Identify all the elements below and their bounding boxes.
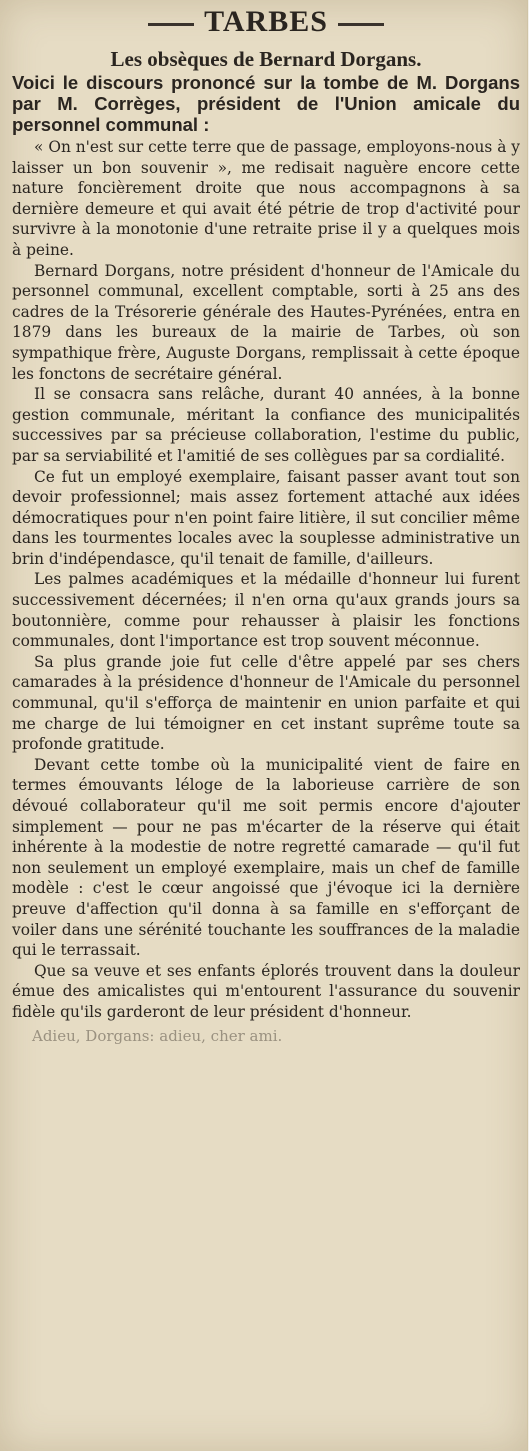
article — [10, 0, 522, 1045]
paragraph: « On n'est sur cette terre que de passage, employons-nous à y laisser un bon souvenir », me redisait naguère encore cette nature foncièrement droite que nous accompagnons à sa dernière demeure et qui avait été pétrie de trop d'activité pour survivre à la monotonie d'une retraite prise il y a quelques mois à peine. — [12, 138, 520, 259]
right-rule — [338, 23, 384, 26]
paragraph: Que sa veuve et ses enfants éplorés trouvent dans la douleur émue des amicalistes qui m'entourent l'assurance du souvenir fidèle qu'ils garderont de leur président d'honneur. — [12, 961, 520, 1021]
paragraph: Bernard Dorgans, notre président d'honneur de l'Amicale du personnel communal, excellent comptable, sorti à 25 ans des cadres de la Trésorerie générale des Hautes-Pyrénées, entra en 1879 dans les bureaux de la mairie de Tarbes, où son sympathique frère, Auguste Dorgans, remplissait à cette époque les fonctons de secrétaire général. — [12, 261, 520, 383]
article-body — [10, 137, 522, 1023]
section-header — [10, 0, 522, 44]
closing-line: Adieu, Dorgans: adieu, cher ami. — [32, 1026, 283, 1045]
article-headline: Les obsèques de Bernard Dorgans. — [110, 47, 422, 71]
article-intro: Voici le discours prononcé sur la tombe de M. Dorgans par M. Corrèges, président de l'Union amicale du personnel communal : — [12, 72, 520, 135]
paragraph: Sa plus grande joie fut celle d'être appelé par ses chers camarades à la présidence d'honneur de l'Amicale du personnel communal, qu'il s'efforça de maintenir en union parfaite et qui me charge de lui témoigner en cet instant suprême toute sa profonde gratitude. — [12, 652, 520, 754]
left-rule — [148, 23, 194, 26]
paragraph: Il se consacra sans relâche, durant 40 années, à la bonne gestion communale, méritant la confiance des municipalités successives par sa précieuse collaboration, l'estime du public, par sa serviabilité et l'amitié de ses collègues par sa cordialité. — [12, 385, 520, 465]
section-title: TARBES — [204, 5, 328, 38]
paragraph: Ce fut un employé exemplaire, faisant passer avant tout son devoir professionnel; mais assez fortement attaché aux idées démocratiques pour n'en point faire litière, il sut concilier même dans les tourmentes locales avec la souplesse administrative un brin d'indépendasce, qu'il tenait de famille, d'ailleurs. — [12, 467, 520, 568]
paragraph: Devant cette tombe où la municipalité vient de faire en termes émouvants léloge de la laborieuse carrière de son dévoué collaborateur qu'il me soit permis encore d'ajouter simplement — pour ne pas m'écarter de la réserve qui était inhérente à la modestie de notre regretté camarade — qu'il fut non seulement un employé exemplaire, mais un chef de famille modèle : c'est le cœur angoissé que j'évoque ici la dernière preuve d'affection qu'il donna à sa famille en s'efforçant de voiler dans une sérénité touchante les souffrances de la maladie qui le terrassait. — [12, 755, 520, 960]
paragraph: Les palmes académiques et la médaille d'honneur lui furent successivement décernées; il n'en orna qu'aux grands jours sa boutonnière, comme pour rehausser à plaisir les fonctions communales, dont l'importance est trop souvent méconnue. — [12, 570, 520, 651]
